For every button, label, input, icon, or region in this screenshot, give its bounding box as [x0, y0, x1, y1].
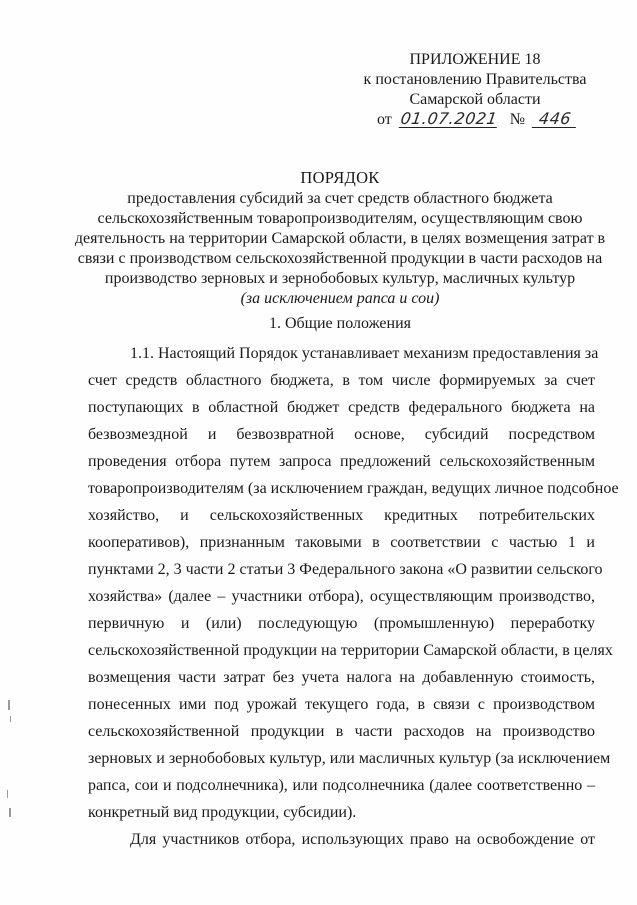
from-label: от	[377, 111, 392, 128]
section-heading: 1. Общие положения	[268, 315, 412, 332]
body-line: Для участников отбора, использующих право на освобождение от	[130, 831, 595, 848]
scan-mark	[7, 790, 8, 798]
scan-mark	[8, 700, 10, 710]
body-line: возмещения части затрат без учета налога на добавленную стоимость,	[88, 669, 595, 686]
body-line: кооперативов), признанным таковыми в соответствии с частью 1 и	[88, 534, 595, 551]
body-line: сельскохозяйственной продукции на территории Самарской области, в целях	[88, 642, 613, 659]
appendix-line-region: Самарской области	[409, 91, 541, 108]
appendix-line-resolution: к постановлению Правительства	[363, 71, 587, 88]
subtitle-italic-line: (за исключением рапса и сои)	[240, 290, 440, 307]
appendix-header	[360, 50, 590, 130]
number-label: №	[509, 111, 526, 128]
body-line: рапса, сои и подсолнечника), или подсолнечника (далее соответственно –	[88, 777, 595, 794]
appendix-date-row	[360, 110, 590, 130]
body-line: поступающих в областной бюджет средств федерального бюджета на	[88, 399, 595, 416]
body-line: хозяйство, и сельскохозяйственных кредитных потребительских	[88, 507, 595, 524]
document-title: ПОРЯДОК	[300, 168, 380, 187]
body-text	[88, 340, 619, 853]
body-line: пунктами 2, 3 части 2 статьи 3 Федерального закона «О развитии сельского	[88, 561, 603, 578]
body-line: безвозмездной и безвозвратной основе, субсидий посредством	[88, 426, 595, 443]
subtitle-line: деятельность на территории Самарской области, в целях возмещения затрат в	[74, 230, 606, 247]
subtitle-line: производство зерновых и зернобобовых культур, масличных культур	[104, 270, 576, 287]
body-line: хозяйства» (далее – участники отбора), осуществляющим производство,	[88, 588, 595, 605]
subtitle-line: связи с производством сельскохозяйственной продукции в части расходов на	[77, 250, 603, 267]
appendix-title: ПРИЛОЖЕНИЕ 18	[409, 51, 541, 68]
subtitle-line: предоставления субсидий за счет средств областного бюджета	[127, 190, 553, 207]
body-line: товаропроизводителям (за исключением граждан, ведущих личное подсобное	[88, 480, 619, 497]
body-line: проведения отбора путем запроса предложений сельскохозяйственным	[88, 453, 595, 470]
scan-mark	[10, 716, 11, 722]
body-line: первичную и (или) последующую (промышленную) переработку	[88, 615, 595, 632]
handwritten-number: 446	[532, 110, 579, 128]
body-line: счет средств областного бюджета, в том числе формируемых за счет	[88, 372, 595, 389]
body-line: зерновых и зернобобовых культур, или масличных культур (за исключением	[88, 750, 611, 767]
body-line: понесенных ими под урожай текущего года, в связи с производством	[88, 696, 595, 713]
document-title-block	[60, 168, 620, 309]
handwritten-date: 01.07.2021	[399, 109, 499, 128]
body-line: 1.1. Настоящий Порядок устанавливает механизм предоставления за	[130, 345, 599, 362]
scan-mark	[9, 808, 11, 817]
body-line: конкретный вид продукции, субсидии).	[88, 804, 357, 821]
body-line: сельскохозяйственной продукции в части расходов на производство	[88, 723, 595, 740]
subtitle-line: сельскохозяйственным товаропроизводителям, осуществляющим свою	[97, 210, 583, 227]
